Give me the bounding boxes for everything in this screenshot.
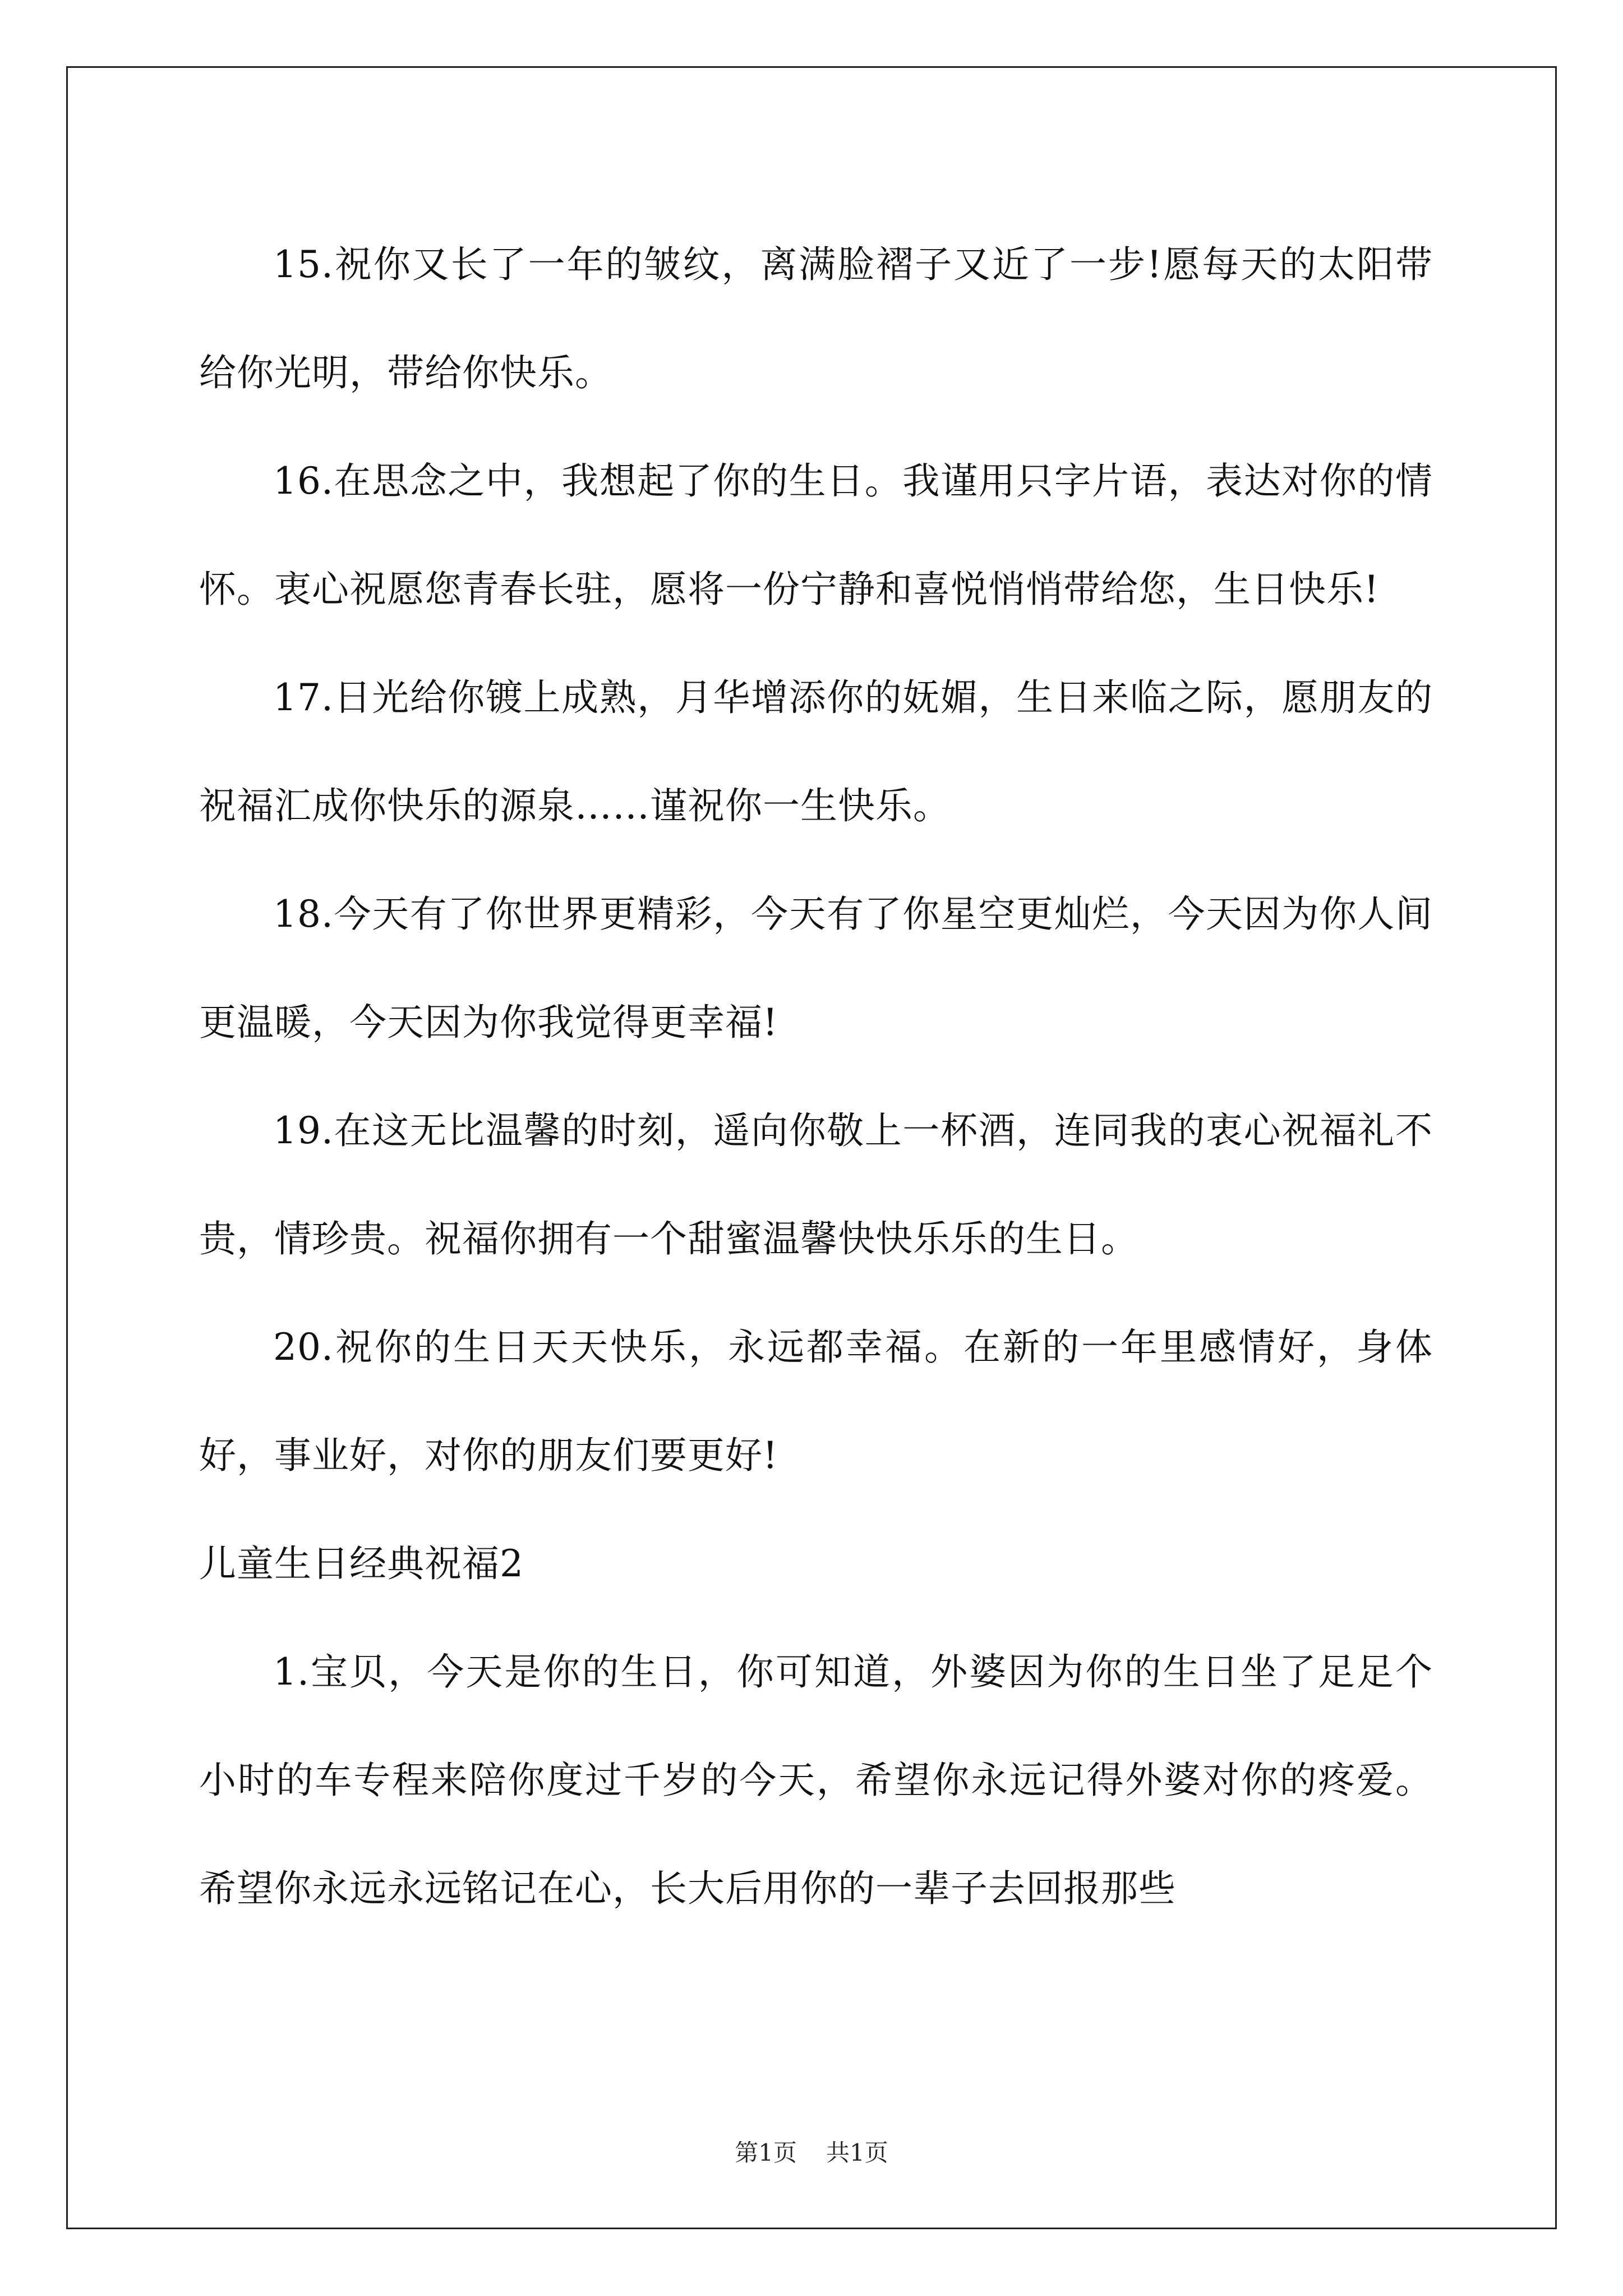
page-total-label: 共1页 — [826, 2139, 888, 2166]
paragraph-16: 16.在思念之中，我想起了你的生日。我谨用只字片语，表达对你的情怀。衷心祝愿您青春长驻，愿将一份宁静和喜悦悄悄带给您，生日快乐! — [199, 459, 1433, 611]
section-heading: 儿童生日经典祝福2 — [199, 1542, 524, 1585]
paragraph-20: 20.祝你的生日天天快乐，永远都幸福。在新的一年里感情好，身体好，事业好，对你的朋友们要更好! — [199, 1326, 1433, 1477]
paragraph-15: 15.祝你又长了一年的皱纹，离满脸褶子又近了一步!愿每天的太阳带给你光明，带给你快乐。 — [199, 243, 1433, 394]
page-footer — [0, 2134, 1623, 2168]
document-body — [199, 210, 1433, 1943]
page-number-label: 第1页 — [735, 2139, 797, 2166]
paragraph-19: 19.在这无比温馨的时刻，遥向你敬上一杯酒，连同我的衷心祝福礼不贵，情珍贵。祝福你拥有一个甜蜜温馨快快乐乐的生日。 — [199, 1109, 1433, 1260]
paragraph-1: 1.宝贝，今天是你的生日，你可知道，外婆因为你的生日坐了足足个小时的车专程来陪你度过千岁的今天，希望你永远记得外婆对你的疼爱。希望你永远永远铭记在心，长大后用你的一辈子去回报那些 — [199, 1650, 1433, 1910]
paragraph-18: 18.今天有了你世界更精彩，今天有了你星空更灿烂，今天因为你人间更温暖，今天因为你我觉得更幸福! — [199, 892, 1433, 1044]
paragraph-17: 17.日光给你镀上成熟，月华增添你的妩媚，生日来临之际，愿朋友的祝福汇成你快乐的源泉……谨祝你一生快乐。 — [199, 676, 1433, 827]
